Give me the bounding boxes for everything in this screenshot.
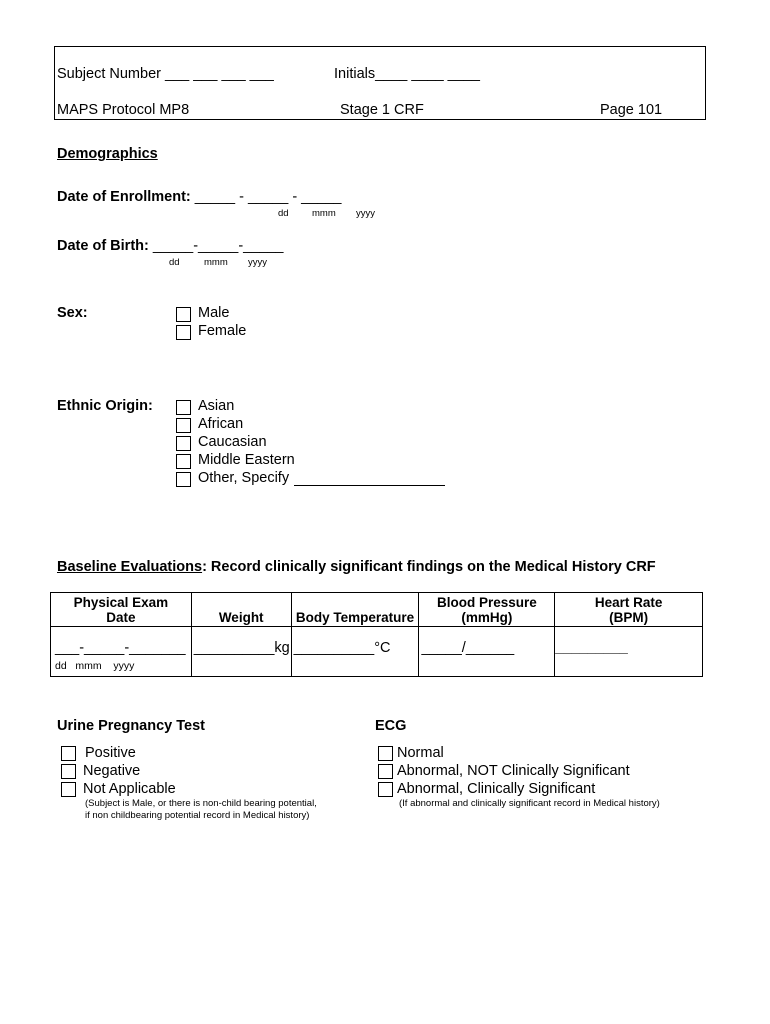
female-option: Female (198, 323, 247, 339)
ecg-normal-checkbox[interactable] (378, 746, 393, 761)
dob-text: Date of Birth: (57, 238, 149, 254)
dob-label (57, 238, 284, 254)
initials-text: Initials (334, 66, 376, 82)
col-body-temperature: Body Temperature (291, 593, 419, 627)
dob-hint-mmm: mmm (204, 257, 228, 268)
caucasian-checkbox[interactable] (176, 436, 191, 451)
page-number: Page 101 (600, 102, 663, 118)
ecg-normal-option: Normal (397, 745, 444, 761)
subject-number-label (57, 66, 274, 82)
physical-exam-date-cell (51, 627, 192, 677)
table-row (51, 627, 703, 677)
initials-label (334, 66, 480, 82)
col-heart-rate: Heart Rate (BPM) (555, 593, 703, 627)
asian-option: Asian (198, 398, 235, 414)
temperature-field[interactable]: __________°C (293, 640, 391, 656)
blood-pressure-cell (419, 627, 555, 677)
caucasian-option: Caucasian (198, 434, 267, 450)
urine-note-line2: if non childbearing potential record in Medical history) (85, 810, 310, 821)
col-physical-exam-date: Physical Exam Date (51, 593, 192, 627)
stage-label: Stage 1 CRF (340, 102, 424, 118)
blood-pressure-field[interactable]: _____/______ (421, 640, 515, 656)
negative-option: Negative (83, 763, 141, 779)
subject-number-field[interactable]: ___ ___ ___ ___ (165, 66, 274, 82)
ecg-abnormal-ncs-checkbox[interactable] (378, 764, 393, 779)
baseline-title: Baseline Evaluations (57, 559, 203, 575)
ethnic-origin-label: Ethnic Origin: (57, 398, 153, 414)
other-specify-option: Other, Specify (198, 470, 290, 486)
temperature-cell (291, 627, 419, 677)
negative-checkbox[interactable] (61, 764, 76, 779)
dob-field[interactable]: _____-_____-_____ (152, 238, 284, 254)
dob-hint-yyyy: yyyy (248, 257, 267, 268)
ecg-heading: ECG (375, 718, 407, 734)
baseline-table (50, 592, 703, 677)
positive-checkbox[interactable] (61, 746, 76, 761)
middle-eastern-option: Middle Eastern (198, 452, 295, 468)
ecg-note: (If abnormal and clinically significant record in Medical history) (399, 798, 660, 809)
african-checkbox[interactable] (176, 418, 191, 433)
other-checkbox[interactable] (176, 472, 191, 487)
baseline-heading (57, 559, 656, 575)
ecg-abnormal-cs-checkbox[interactable] (378, 782, 393, 797)
urine-test-heading: Urine Pregnancy Test (57, 718, 206, 734)
demographics-heading: Demographics (57, 146, 158, 162)
table-header-row (51, 593, 703, 627)
exam-date-field[interactable]: ___-_____-_______ (55, 640, 186, 656)
weight-cell (191, 627, 291, 677)
col-blood-pressure: Blood Pressure (mmHg) (419, 593, 555, 627)
dob-hint-dd: dd (169, 257, 180, 268)
female-checkbox[interactable] (176, 325, 191, 340)
male-checkbox[interactable] (176, 307, 191, 322)
not-applicable-checkbox[interactable] (61, 782, 76, 797)
positive-option: Positive (85, 745, 136, 761)
middle-eastern-checkbox[interactable] (176, 454, 191, 469)
asian-checkbox[interactable] (176, 400, 191, 415)
enrollment-hint-yyyy: yyyy (356, 208, 375, 219)
exam-date-hints: dd mmm yyyy (55, 660, 135, 672)
enrollment-label (57, 189, 342, 205)
heart-rate-field[interactable]: _________ (555, 640, 628, 656)
heart-rate-cell (555, 627, 703, 677)
subject-number-text: Subject Number (57, 66, 161, 82)
ecg-abnormal-cs-option: Abnormal, Clinically Significant (397, 781, 596, 797)
col-weight: Weight (191, 593, 291, 627)
protocol-label: MAPS Protocol MP8 (57, 102, 190, 118)
not-applicable-option: Not Applicable (83, 781, 176, 797)
initials-field[interactable]: ____ ____ ____ (375, 66, 480, 82)
other-specify-field[interactable] (294, 485, 445, 486)
enrollment-hint-dd: dd (278, 208, 289, 219)
sex-label: Sex: (57, 305, 88, 321)
urine-note-line1: (Subject is Male, or there is non-child bearing potential, (85, 798, 317, 809)
enrollment-text: Date of Enrollment: (57, 189, 191, 205)
baseline-subtitle: : Record clinically significant findings on the Medical History CRF (202, 559, 656, 575)
male-option: Male (198, 305, 230, 321)
african-option: African (198, 416, 244, 432)
weight-field[interactable]: __________kg (193, 640, 290, 656)
ecg-abnormal-ncs-option: Abnormal, NOT Clinically Significant (397, 763, 630, 779)
enrollment-date-field[interactable]: _____ - _____ - _____ (194, 189, 342, 205)
enrollment-hint-mmm: mmm (312, 208, 336, 219)
